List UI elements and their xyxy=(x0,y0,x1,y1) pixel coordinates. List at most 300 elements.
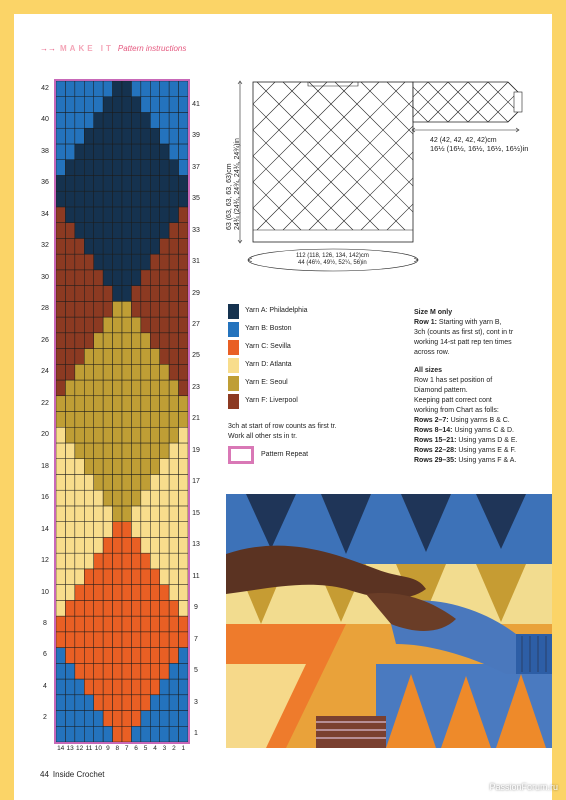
chart-cell xyxy=(150,349,159,365)
chart-cell xyxy=(122,663,131,679)
chart-cell xyxy=(84,160,93,176)
chart-cell xyxy=(131,380,140,396)
chart-cell xyxy=(103,695,112,711)
chart-cell xyxy=(160,553,169,569)
chart-cell xyxy=(150,632,159,648)
chart-cell xyxy=(150,207,159,223)
chart-cell xyxy=(141,506,150,522)
chart-cell xyxy=(103,553,112,569)
chart-cell xyxy=(150,726,159,742)
chart-cell xyxy=(131,144,140,160)
chart-cell xyxy=(122,726,131,742)
chart-cell xyxy=(160,726,169,742)
chart-cell xyxy=(84,223,93,239)
chart-cell xyxy=(84,286,93,302)
yarn-b-swatch xyxy=(228,322,239,337)
chart-cell xyxy=(103,97,112,113)
chart-cell xyxy=(179,112,188,128)
chart-cell xyxy=(122,254,131,270)
chart-cell xyxy=(84,490,93,506)
chart-cell xyxy=(179,81,188,97)
chart-cell xyxy=(94,254,103,270)
chart-cell xyxy=(56,711,65,727)
chart-cell xyxy=(131,506,140,522)
chart-cell xyxy=(150,396,159,412)
chart-cell xyxy=(150,490,159,506)
chart-cell xyxy=(113,726,122,742)
chart-cell xyxy=(169,349,178,365)
row-number: 23 xyxy=(192,383,200,391)
chart-cell xyxy=(179,144,188,160)
height-measurement-cm: 63 (63, 63, 63, 63)cm xyxy=(226,163,233,230)
chart-cell xyxy=(84,726,93,742)
chart-cell xyxy=(122,443,131,459)
chart-cell xyxy=(84,569,93,585)
chart-cell xyxy=(103,600,112,616)
row-number: 28 xyxy=(41,305,49,313)
chart-cell xyxy=(84,317,93,333)
chart-cell xyxy=(113,128,122,144)
chart-cell xyxy=(160,238,169,254)
chart-cell xyxy=(141,81,150,97)
chart-cell xyxy=(56,128,65,144)
chart-cell xyxy=(94,585,103,601)
row-number: 34 xyxy=(41,210,49,218)
rows-instruction xyxy=(414,436,544,446)
chart-cell xyxy=(113,238,122,254)
chart-cell xyxy=(56,695,65,711)
chart-cell xyxy=(131,191,140,207)
legend-label: Yarn F: Liverpool xyxy=(245,397,298,404)
chart-cell xyxy=(103,160,112,176)
chart-cell xyxy=(179,380,188,396)
chart-cell xyxy=(150,616,159,632)
chart-cell xyxy=(179,600,188,616)
chart-cell xyxy=(103,207,112,223)
chart-cell xyxy=(103,522,112,538)
row-number: 42 xyxy=(41,84,49,92)
chart-cell xyxy=(113,474,122,490)
chart-cell xyxy=(160,427,169,443)
chart-cell xyxy=(75,474,84,490)
chart-cell xyxy=(141,695,150,711)
rows-instruction xyxy=(414,426,544,436)
chart-cell xyxy=(113,301,122,317)
row-number: 22 xyxy=(41,399,49,407)
column-number: 5 xyxy=(143,745,148,752)
chart-cell xyxy=(94,474,103,490)
row-number: 29 xyxy=(192,289,200,297)
chart-cell xyxy=(150,553,159,569)
chart-cell xyxy=(131,474,140,490)
chart-cell xyxy=(94,301,103,317)
chart-cell xyxy=(103,238,112,254)
chart-cell xyxy=(150,254,159,270)
chart-cell xyxy=(160,144,169,160)
chart-cell xyxy=(75,364,84,380)
chart-cell xyxy=(179,726,188,742)
chart-cell xyxy=(160,412,169,428)
chart-cell xyxy=(179,128,188,144)
chart-cell xyxy=(122,616,131,632)
chart-cell xyxy=(113,585,122,601)
row-number: 11 xyxy=(192,572,200,580)
chart-cell xyxy=(113,175,122,191)
chart-cell xyxy=(56,600,65,616)
rows-instruction xyxy=(414,456,544,466)
chart-cell xyxy=(103,490,112,506)
chart-cell xyxy=(131,522,140,538)
chart-cell xyxy=(169,191,178,207)
chart-cell xyxy=(84,648,93,664)
chart-cell xyxy=(131,97,140,113)
chart-cell xyxy=(169,459,178,475)
chart-cell xyxy=(150,474,159,490)
chart-cell xyxy=(75,553,84,569)
chart-cell xyxy=(75,175,84,191)
chart-cell xyxy=(160,286,169,302)
stitch-note-line: Work all other sts in tr. xyxy=(228,433,298,440)
chart-cell xyxy=(103,632,112,648)
chart-cell xyxy=(94,459,103,475)
chart-cell xyxy=(84,144,93,160)
chart-cell xyxy=(94,207,103,223)
chart-cell xyxy=(103,81,112,97)
chart-cell xyxy=(160,112,169,128)
pattern-repeat-box xyxy=(228,446,254,464)
chart-cell xyxy=(169,726,178,742)
chart-cell xyxy=(122,695,131,711)
chart-cell xyxy=(103,128,112,144)
width-measurement-cm: 112 (118, 126, 134, 142)cm xyxy=(296,253,369,259)
chart-cell xyxy=(150,522,159,538)
chart-cell xyxy=(160,128,169,144)
chart-cell xyxy=(65,443,74,459)
chart-cell xyxy=(160,81,169,97)
chart-cell xyxy=(169,553,178,569)
chart-cell xyxy=(141,648,150,664)
chart-cell xyxy=(150,569,159,585)
chart-cell xyxy=(179,443,188,459)
chart-cell xyxy=(113,270,122,286)
chart-cell xyxy=(141,333,150,349)
width-measurement xyxy=(296,253,369,267)
rows-label: Rows 2–7: xyxy=(414,417,449,424)
chart-cell xyxy=(141,160,150,176)
chart-cell xyxy=(65,616,74,632)
chart-cell xyxy=(84,679,93,695)
chart-cell xyxy=(84,474,93,490)
chart-cell xyxy=(141,474,150,490)
yarn-d-swatch xyxy=(228,358,239,373)
chart-cell xyxy=(160,537,169,553)
chart-cell xyxy=(169,616,178,632)
chart-cell xyxy=(169,270,178,286)
chart-cell xyxy=(141,490,150,506)
chart-cell xyxy=(179,553,188,569)
chart-cell xyxy=(65,349,74,365)
row-number: 8 xyxy=(43,620,47,627)
chart-cell xyxy=(94,333,103,349)
chart-cell xyxy=(169,144,178,160)
chart-cell xyxy=(131,160,140,176)
chart-cell xyxy=(84,600,93,616)
width-measurement-in: 44 (46½, 49½, 52¼, 56)in xyxy=(298,260,367,266)
chart-cell xyxy=(103,569,112,585)
chart-cell xyxy=(65,254,74,270)
chart-cell xyxy=(103,270,112,286)
chart-cell xyxy=(94,522,103,538)
stitch-note-line: 3ch at start of row counts as first tr. xyxy=(228,423,337,430)
chart-cell xyxy=(131,616,140,632)
chart-cell xyxy=(94,569,103,585)
chart-cell xyxy=(160,301,169,317)
yarn-a-swatch xyxy=(228,304,239,319)
chart-cell xyxy=(122,537,131,553)
chart-cell xyxy=(84,97,93,113)
chart-cell xyxy=(103,663,112,679)
chart-cell xyxy=(131,459,140,475)
chart-cell xyxy=(75,632,84,648)
chart-cell xyxy=(113,254,122,270)
chart-cell xyxy=(94,317,103,333)
chart-cell xyxy=(84,301,93,317)
chart-cell xyxy=(94,380,103,396)
row-number: 6 xyxy=(43,651,47,659)
chart-cell xyxy=(141,144,150,160)
chart-cell xyxy=(113,490,122,506)
chart-cell xyxy=(65,648,74,664)
chart-cell xyxy=(65,97,74,113)
section-title: MAKE IT xyxy=(60,44,114,53)
chart-cell xyxy=(84,695,93,711)
chart-cell xyxy=(103,648,112,664)
chart-cell xyxy=(94,97,103,113)
row1-text: across row. xyxy=(414,349,450,356)
chart-cell xyxy=(103,427,112,443)
chart-cell xyxy=(56,207,65,223)
chart-cell xyxy=(84,506,93,522)
chart-cell xyxy=(75,97,84,113)
chart-cell xyxy=(56,238,65,254)
chart-cell xyxy=(169,663,178,679)
chart-cell xyxy=(131,254,140,270)
row-number: 33 xyxy=(192,226,200,234)
chart-cell xyxy=(169,522,178,538)
chart-cell xyxy=(75,459,84,475)
row-number: 35 xyxy=(192,195,200,202)
chart-cell xyxy=(103,223,112,239)
chart-cell xyxy=(141,459,150,475)
chart-cell xyxy=(131,585,140,601)
chart-cell xyxy=(94,175,103,191)
chart-cell xyxy=(103,679,112,695)
legend-label: Yarn E: Seoul xyxy=(245,379,288,386)
chart-cell xyxy=(113,97,122,113)
magazine-name: Inside Crochet xyxy=(52,770,105,779)
chart-cell xyxy=(75,191,84,207)
chart-cell xyxy=(131,412,140,428)
chart-cell xyxy=(160,474,169,490)
chart-cell xyxy=(160,175,169,191)
chart-cell xyxy=(103,254,112,270)
chart-cell xyxy=(160,711,169,727)
chart-cell xyxy=(179,333,188,349)
chart-cell xyxy=(150,270,159,286)
chart-cell xyxy=(56,396,65,412)
chart-cell xyxy=(131,427,140,443)
height-measurement-in: 24¾ (24¾, 24¾, 24¾, 24¾)in xyxy=(234,138,241,230)
chart-cell xyxy=(150,380,159,396)
chart-cell xyxy=(75,317,84,333)
chart-cell xyxy=(113,160,122,176)
chart-cell xyxy=(56,380,65,396)
chart-cell xyxy=(56,301,65,317)
chart-cell xyxy=(84,522,93,538)
chart-cell xyxy=(75,301,84,317)
chart-cell xyxy=(65,427,74,443)
lattice-line xyxy=(218,82,223,230)
chart-cell xyxy=(84,427,93,443)
chart-cell xyxy=(103,585,112,601)
row-number: 37 xyxy=(192,163,200,171)
chart-cell xyxy=(56,349,65,365)
rows-text: Using yarns B & C. xyxy=(448,417,510,424)
chart-cell xyxy=(122,175,131,191)
row-number: 13 xyxy=(192,541,200,549)
chart-cell xyxy=(94,490,103,506)
chart-cell xyxy=(122,270,131,286)
chart-cell xyxy=(84,333,93,349)
chart-cell xyxy=(179,191,188,207)
chart-cell xyxy=(160,223,169,239)
chart-cell xyxy=(65,144,74,160)
row-number: 5 xyxy=(194,667,198,675)
page-number: 44 xyxy=(40,770,49,779)
chart-cell xyxy=(103,112,112,128)
chart-cell xyxy=(122,238,131,254)
chart-cell xyxy=(141,585,150,601)
row1-text: 3ch (counts as first st), cont in tr xyxy=(414,329,514,336)
chart-cell xyxy=(179,569,188,585)
chart-cell xyxy=(113,459,122,475)
chart-cell xyxy=(150,427,159,443)
row-number: 36 xyxy=(41,179,49,187)
chart-cell xyxy=(65,223,74,239)
chart-cell xyxy=(65,679,74,695)
chart-cell xyxy=(113,223,122,239)
column-number: 12 xyxy=(75,745,84,752)
chart-cell xyxy=(103,443,112,459)
rows-label: Rows 29–35: xyxy=(414,457,457,464)
section-header xyxy=(40,44,186,53)
chart-cell xyxy=(122,317,131,333)
chart-cell xyxy=(160,585,169,601)
page-footer xyxy=(40,770,105,779)
chart-cell xyxy=(65,553,74,569)
chart-cell xyxy=(84,632,93,648)
chart-cell xyxy=(160,490,169,506)
chart-cell xyxy=(56,160,65,176)
row1-text: Starting with yarn B, xyxy=(436,319,502,326)
chart-cell xyxy=(160,648,169,664)
chart-cell xyxy=(131,128,140,144)
chart-cell xyxy=(131,238,140,254)
chart-cell xyxy=(150,112,159,128)
row-number: 18 xyxy=(41,462,49,470)
chart-cell xyxy=(141,286,150,302)
chart-cell xyxy=(65,191,74,207)
chart-cell xyxy=(75,427,84,443)
chart-cell xyxy=(179,616,188,632)
chart-cell xyxy=(56,632,65,648)
chart-cell xyxy=(179,286,188,302)
chart-cell xyxy=(179,679,188,695)
column-number: 3 xyxy=(162,745,167,752)
chart-cell xyxy=(84,553,93,569)
chart-cell xyxy=(131,600,140,616)
chart-cell xyxy=(65,364,74,380)
size-heading: Size M only xyxy=(414,309,453,316)
chart-cell xyxy=(169,223,178,239)
chart-cell xyxy=(65,207,74,223)
row-number: 7 xyxy=(194,635,198,643)
sweater-photo xyxy=(226,494,552,748)
chart-cell xyxy=(169,600,178,616)
chart-cell xyxy=(122,474,131,490)
chart-cell xyxy=(169,286,178,302)
chart-cell xyxy=(65,333,74,349)
chart-cell xyxy=(122,81,131,97)
chart-cell xyxy=(169,396,178,412)
chart-cell xyxy=(131,81,140,97)
chart-cell xyxy=(122,569,131,585)
chart-cell xyxy=(169,537,178,553)
chart-cell xyxy=(75,223,84,239)
chart-cell xyxy=(84,663,93,679)
chart-cell xyxy=(131,396,140,412)
row1-line xyxy=(414,318,544,328)
row-number: 1 xyxy=(194,730,198,738)
chart-cell xyxy=(150,160,159,176)
chart-cell xyxy=(131,632,140,648)
chart-cell xyxy=(179,270,188,286)
chart-cell xyxy=(65,270,74,286)
chart-cell xyxy=(179,412,188,428)
chart-cell xyxy=(113,522,122,538)
chart-cell xyxy=(94,112,103,128)
chart-cell xyxy=(141,364,150,380)
chart-cell xyxy=(131,207,140,223)
chart-cell xyxy=(75,726,84,742)
chart-cell xyxy=(103,380,112,396)
chart-cell xyxy=(113,81,122,97)
chart-cell xyxy=(141,207,150,223)
row-number: 25 xyxy=(192,352,200,360)
chart-cell xyxy=(75,569,84,585)
column-number: 1 xyxy=(181,745,186,752)
chart-cell xyxy=(103,506,112,522)
chart-cell xyxy=(169,254,178,270)
chart-cell xyxy=(179,506,188,522)
chart-cell xyxy=(160,364,169,380)
chart-cell xyxy=(131,301,140,317)
chart-cell xyxy=(169,506,178,522)
column-number: 11 xyxy=(85,745,93,752)
chart-grid xyxy=(56,81,188,742)
chart-cell xyxy=(65,695,74,711)
chart-cell xyxy=(150,238,159,254)
